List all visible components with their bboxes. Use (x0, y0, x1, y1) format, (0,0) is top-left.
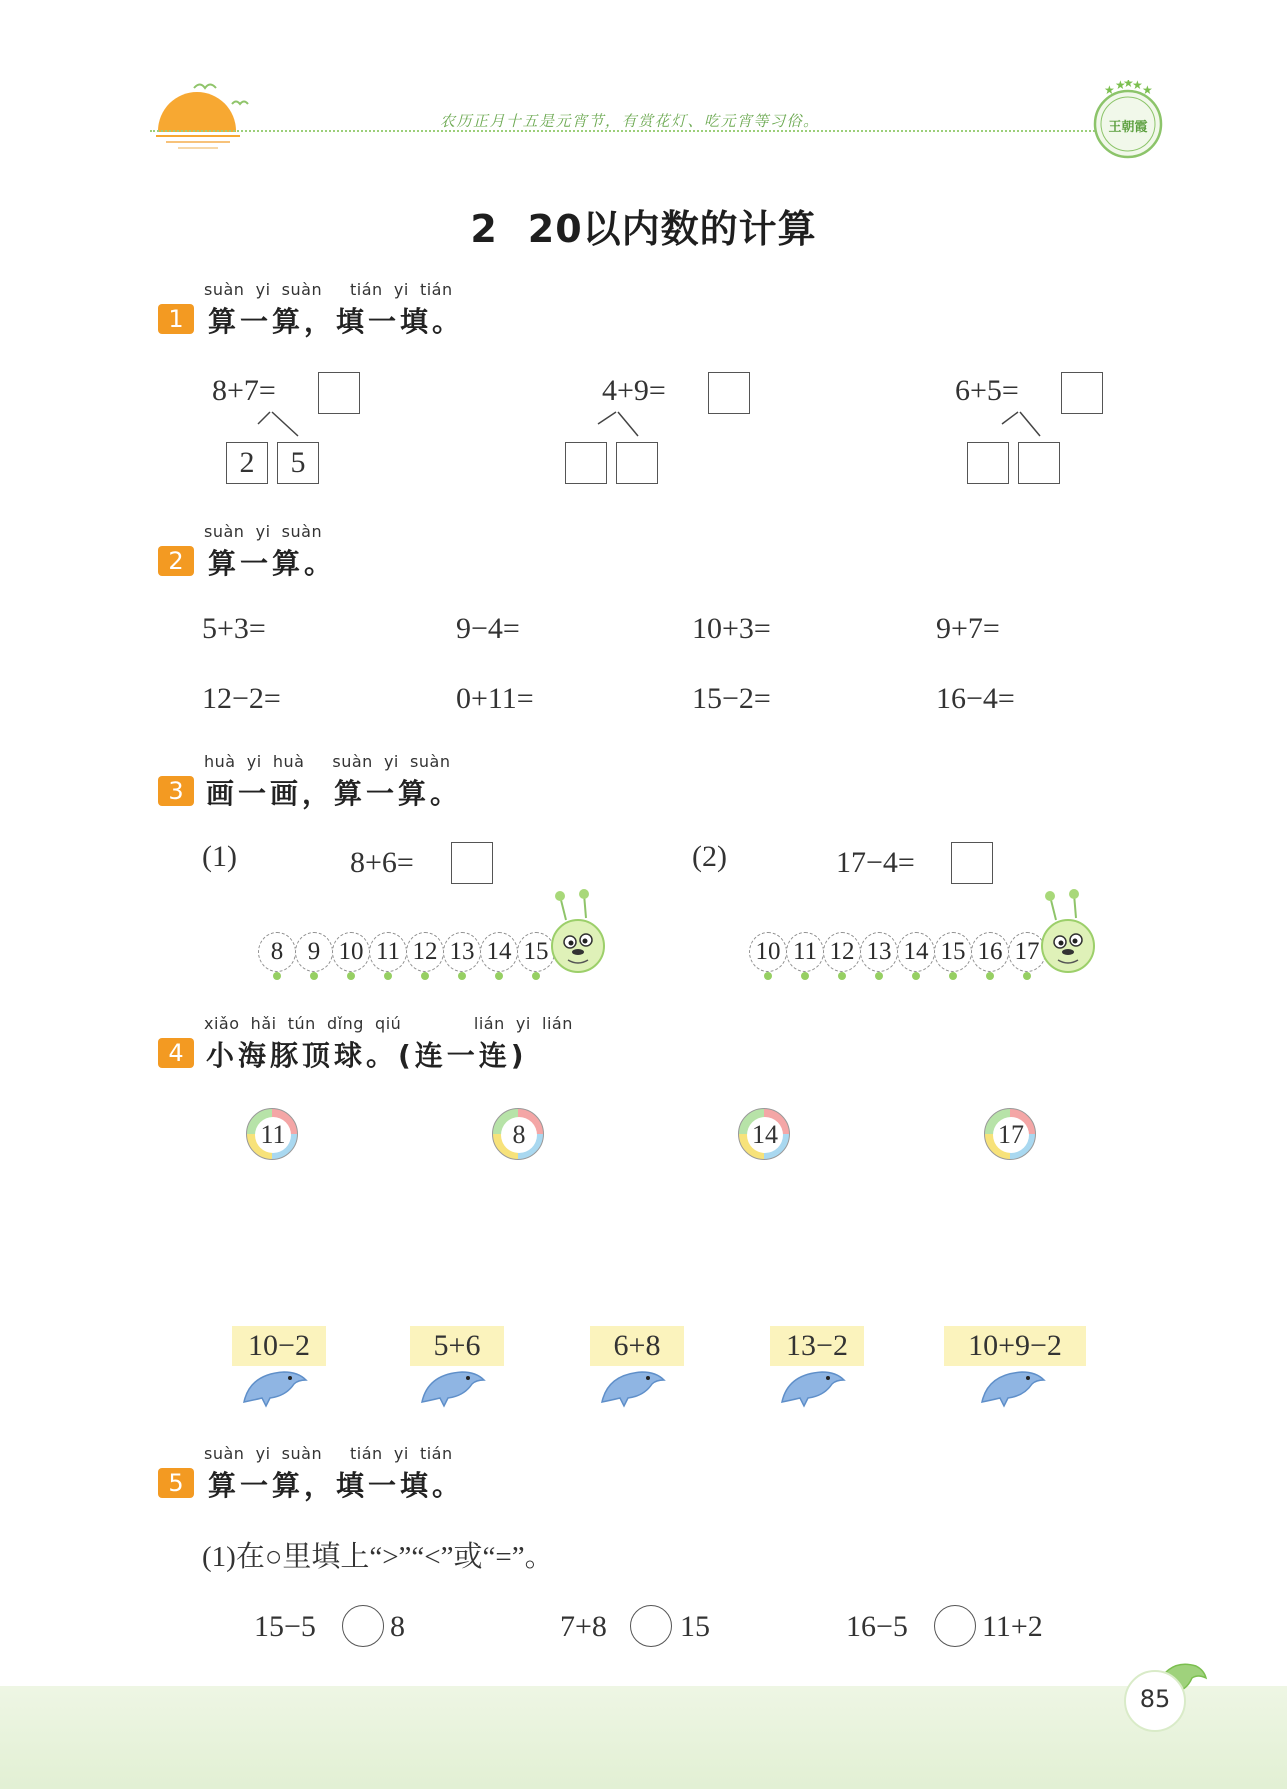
ball-number: 11 (255, 1117, 291, 1153)
q3-text: 画一画，算一算。 (206, 777, 463, 810)
caterpillar-foot (458, 972, 466, 980)
page-title (0, 198, 1287, 253)
caterpillar-foot (310, 972, 318, 980)
caterpillar-segment: 13 (443, 932, 481, 972)
caterpillar-segment: 11 (369, 932, 407, 972)
caterpillar-segment: 9 (295, 932, 333, 972)
q1-split-lines-1 (250, 410, 310, 442)
q2-row2-item-2: 0+11= (456, 682, 534, 715)
caterpillar-segment: 10 (749, 932, 787, 972)
q3-p2-answer-box[interactable] (951, 842, 993, 884)
caterpillar-segment: 17 (1008, 932, 1046, 972)
caterpillar-foot (495, 972, 503, 980)
q1-answer-box-1[interactable] (318, 372, 360, 414)
caterpillar-foot (532, 972, 540, 980)
q3-pinyin: huà yi huà suàn yi suàn (204, 752, 451, 771)
svg-text:★: ★ (1104, 83, 1115, 97)
q2-row2-item-3: 15−2= (692, 682, 771, 715)
q2-text: 算一算。 (208, 547, 337, 580)
q1-expr-1: 8+7= (212, 374, 276, 407)
caterpillar-foot (347, 972, 355, 980)
q1-expr-3: 6+5= (955, 374, 1019, 407)
svg-text:★: ★ (1115, 80, 1126, 92)
caterpillar-foot (801, 972, 809, 980)
q5-badge: 5 (158, 1468, 194, 1498)
title-text: 20以内数的计算 (527, 207, 817, 251)
ball-number: 14 (747, 1117, 783, 1153)
q5-compare-1-right: 8 (390, 1610, 405, 1643)
caterpillar-segment: 13 (860, 932, 898, 972)
dolphin-icon (978, 1364, 1048, 1408)
caterpillar-foot (986, 972, 994, 980)
ball[interactable] (492, 1108, 544, 1160)
ball-number: 8 (501, 1117, 537, 1153)
q1-split-box-2a[interactable] (565, 442, 607, 484)
q4-badge: 4 (158, 1038, 194, 1068)
caterpillar-foot (273, 972, 281, 980)
caterpillar-segment: 11 (786, 932, 824, 972)
svg-text:★: ★ (1132, 80, 1143, 92)
q5-compare-3-right: 11+2 (982, 1610, 1043, 1643)
q4-text: 小海豚顶球。(连一连) (206, 1039, 528, 1072)
caterpillar-foot (764, 972, 772, 980)
caterpillar-segment: 8 (258, 932, 296, 972)
caterpillar-segment: 14 (897, 932, 935, 972)
caterpillar-foot (949, 972, 957, 980)
q5-compare-3-left: 16−5 (846, 1610, 908, 1643)
caterpillar-head-icon (548, 888, 610, 982)
caterpillar-foot (838, 972, 846, 980)
q5-sub1-instruction: (1)在○里填上“>”“<”或“=”。 (202, 1541, 554, 1573)
q2-row2-item-1: 12−2= (202, 682, 281, 715)
caterpillar-segment: 12 (823, 932, 861, 972)
q5-compare-circle-3[interactable] (934, 1605, 976, 1647)
q2-row1-item-2: 9−4= (456, 612, 520, 645)
q1-pinyin: suàn yi suàn tián yi tián (204, 280, 453, 299)
q1-answer-box-2[interactable] (708, 372, 750, 414)
caterpillar-foot (912, 972, 920, 980)
q1-split-box-1b[interactable]: 5 (277, 442, 319, 484)
ball[interactable] (738, 1108, 790, 1160)
q1-split-box-1a[interactable]: 2 (226, 442, 268, 484)
dolphin-icon (598, 1364, 668, 1408)
caterpillar-segment: 12 (406, 932, 444, 972)
caterpillar-segment: 16 (971, 932, 1009, 972)
svg-text:★: ★ (1142, 83, 1153, 97)
q5-pinyin: suàn yi suàn tián yi tián (204, 1444, 453, 1463)
q5-text: 算一算，填一填。 (208, 1469, 465, 1502)
caterpillar-segment: 14 (480, 932, 518, 972)
q1-answer-box-3[interactable] (1061, 372, 1103, 414)
q5-compare-1-left: 15−5 (254, 1610, 316, 1643)
dolphin-icon (240, 1364, 310, 1408)
q1-badge: 1 (158, 304, 194, 334)
ball-number: 17 (993, 1117, 1029, 1153)
dolphin-expression[interactable]: 10−2 (232, 1326, 326, 1366)
q1-split-box-3a[interactable] (967, 442, 1009, 484)
q5-compare-circle-1[interactable] (342, 1605, 384, 1647)
caterpillar-segment: 15 (934, 932, 972, 972)
caterpillar-segment: 10 (332, 932, 370, 972)
q1-expr-2: 4+9= (602, 374, 666, 407)
title-number: 2 (470, 207, 498, 251)
caterpillar-foot (1023, 972, 1031, 980)
q3-p1-expr: 8+6= (350, 846, 414, 879)
logo-text: 王朝霞 (1108, 120, 1148, 135)
svg-text:★: ★ (1123, 80, 1134, 90)
caterpillar-head-icon (1038, 888, 1100, 982)
ball[interactable] (246, 1108, 298, 1160)
caterpillar-foot (875, 972, 883, 980)
dolphin-icon (418, 1364, 488, 1408)
q2-row2-item-4: 16−4= (936, 682, 1015, 715)
q2-row1-item-3: 10+3= (692, 612, 771, 645)
q3-badge: 3 (158, 776, 194, 806)
q2-row1-item-4: 9+7= (936, 612, 1000, 645)
q4-pinyin: xiǎo hǎi tún dǐng qiú lián yi lián (204, 1014, 573, 1033)
sun-reflection-icon (150, 132, 246, 152)
q5-compare-2-left: 7+8 (560, 1610, 607, 1643)
dolphin-expression[interactable]: 10+9−2 (944, 1326, 1086, 1366)
caterpillar-segment: 15 (517, 932, 555, 972)
q1-text: 算一算，填一填。 (208, 305, 465, 338)
q5-compare-2-right: 15 (680, 1610, 710, 1643)
q2-badge: 2 (158, 546, 194, 576)
q3-p1-label: (1) (202, 840, 237, 873)
q5-compare-circle-2[interactable] (630, 1605, 672, 1647)
q3-p2-expr: 17−4= (836, 846, 915, 879)
q1-split-box-2b[interactable] (616, 442, 658, 484)
q2-row1-item-1: 5+3= (202, 612, 266, 645)
page-number: 85 (1139, 1685, 1171, 1713)
q3-p2-label: (2) (692, 840, 727, 873)
footer-band (0, 1686, 1287, 1789)
q3-p1-answer-box[interactable] (451, 842, 493, 884)
q2-pinyin: suàn yi suàn (204, 522, 323, 541)
dolphin-expression[interactable]: 13−2 (770, 1326, 864, 1366)
ball[interactable] (984, 1108, 1036, 1160)
dolphin-icon (778, 1364, 848, 1408)
dolphin-expression[interactable]: 5+6 (410, 1326, 504, 1366)
header-tip: 农历正月十五是元宵节，有赏花灯、吃元宵等习俗。 (440, 112, 820, 130)
q1-split-lines-3 (998, 410, 1058, 442)
caterpillar-foot (384, 972, 392, 980)
q1-split-lines-2 (596, 410, 656, 442)
q1-split-box-3b[interactable] (1018, 442, 1060, 484)
dolphin-expression[interactable]: 6+8 (590, 1326, 684, 1366)
caterpillar-foot (421, 972, 429, 980)
